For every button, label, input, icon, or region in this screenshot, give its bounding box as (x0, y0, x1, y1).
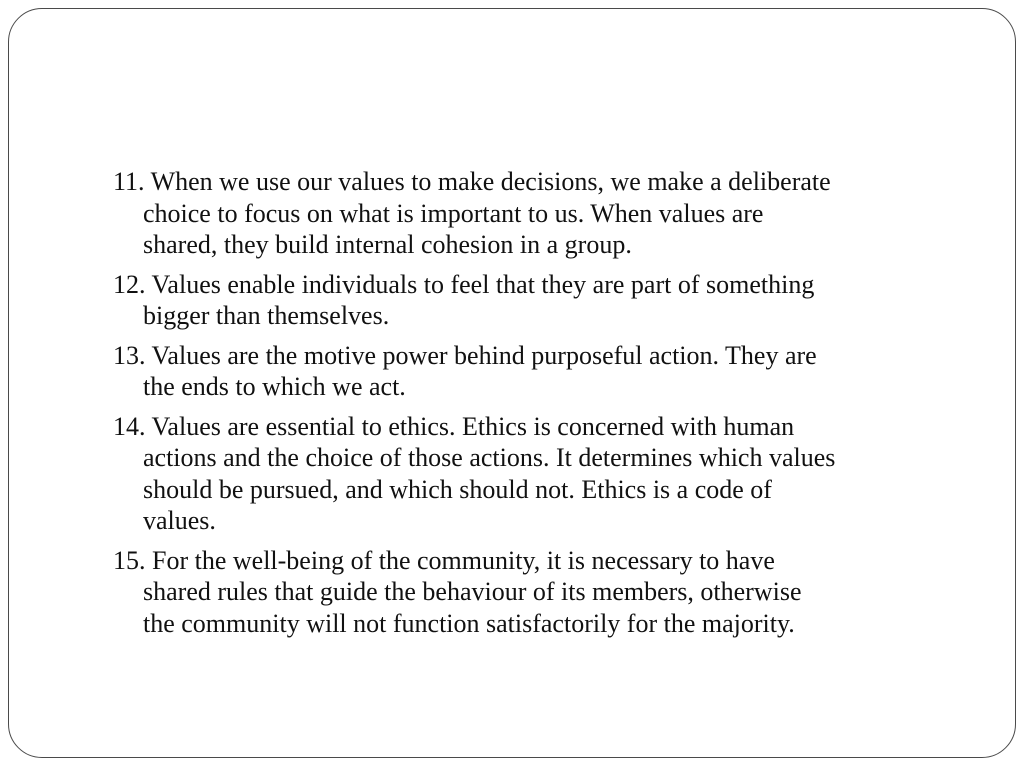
item-first-line: Values are essential to ethics. Ethics is concerned with human (151, 411, 795, 441)
item-first-line: Values enable individuals to feel that they are part of something (151, 269, 815, 299)
item-first-line: For the well-being of the community, it is necessary to have (152, 545, 775, 575)
item-first-line: When we use our values to make decisions, we make a deliberate (150, 167, 831, 196)
list-item (113, 166, 973, 261)
item-number: 14. (113, 411, 152, 441)
item-continuation: actions and the choice of those actions. It determines which values should be pursued, and which should not. Ethics is a code of values. (143, 443, 836, 535)
list-item (113, 545, 973, 640)
list-item-text (113, 411, 973, 537)
list-item-text (113, 340, 973, 403)
list-item-text (113, 166, 973, 261)
item-number: 13. (113, 340, 152, 370)
item-number: 11. (113, 167, 151, 196)
list-item-text (113, 269, 973, 332)
item-continuation: bigger than themselves. (143, 301, 390, 330)
item-continuation: choice to focus on what is important to us. When values are shared, they build internal cohesion in a group. (143, 198, 764, 259)
list-item-text (113, 545, 973, 640)
list-item (113, 340, 973, 403)
list-item (113, 269, 973, 332)
numbered-list (113, 166, 973, 647)
item-first-line: Values are the motive power behind purposeful action. They are (151, 340, 817, 370)
item-number: 12. (113, 269, 152, 299)
item-continuation: shared rules that guide the behaviour of its members, otherwise the community will not function satisfactorily for the majority. (143, 577, 802, 638)
item-continuation: the ends to which we act. (143, 372, 406, 401)
list-item (113, 411, 973, 537)
item-number: 15. (113, 545, 152, 575)
